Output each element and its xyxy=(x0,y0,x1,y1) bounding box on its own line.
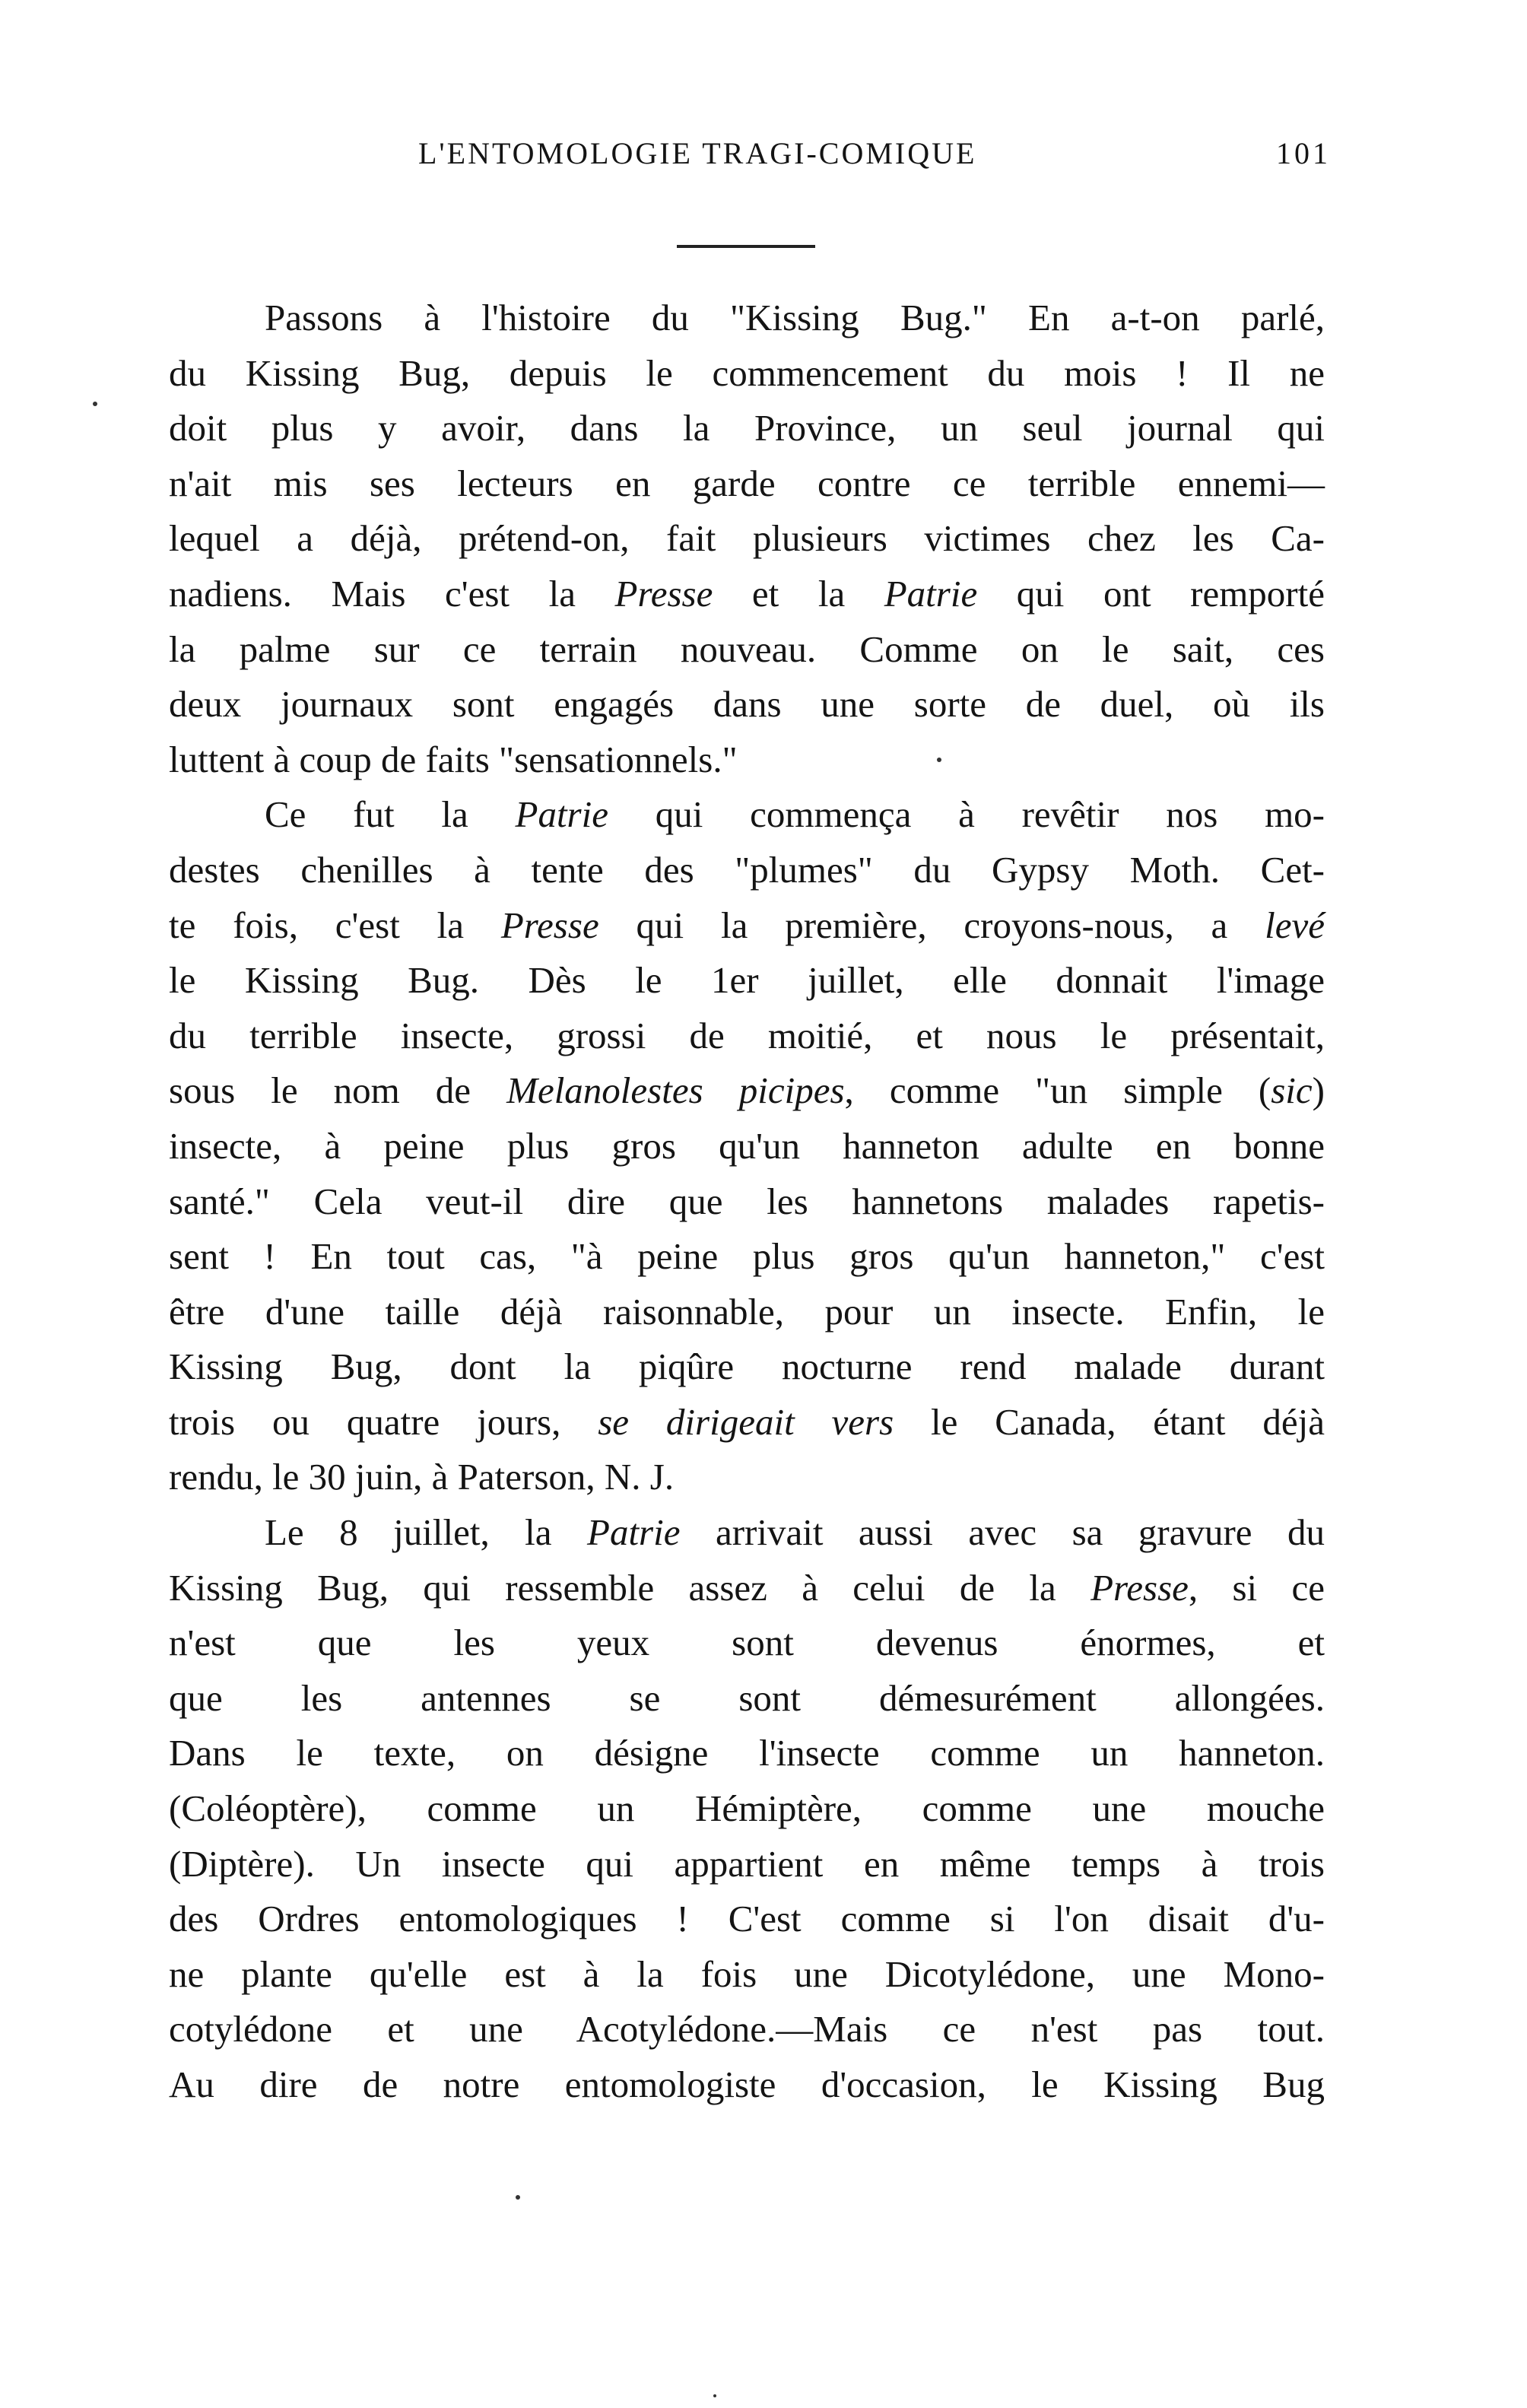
text-run: qui commença à revêtir nos mo- xyxy=(608,793,1325,836)
text-run: du terrible insecte, grossi de moitié, et nous le présentait, xyxy=(169,1014,1325,1056)
text-run: sent ! En tout cas, "à peine plus gros qu'un hanneton," c'est xyxy=(169,1235,1325,1278)
text-line xyxy=(169,1339,1325,1395)
text-line xyxy=(169,843,1325,898)
text-line xyxy=(169,1561,1325,1616)
text-line xyxy=(169,677,1325,732)
text-run: ) xyxy=(1312,1069,1325,1112)
text-run: insecte, à peine plus gros qu'un hanneton adulte en bonne xyxy=(169,1124,1325,1167)
text-line xyxy=(169,2057,1325,2113)
text-run: et la xyxy=(713,572,884,615)
text-line xyxy=(169,1395,1325,1450)
text-run: Au dire de notre entomologiste d'occasion, le Kissing Bug xyxy=(169,2063,1325,2105)
running-title: L'ENTOMOLOGIE TRAGI-COMIQUE xyxy=(418,136,977,170)
text-line xyxy=(169,2002,1325,2057)
text-run: n'ait mis ses lecteurs en garde contre ce terrible ennemi— xyxy=(169,462,1325,504)
print-speck xyxy=(93,402,97,406)
text-run: nadiens. Mais c'est la xyxy=(169,572,615,615)
text-run: le Kissing Bug. Dès le 1er juillet, elle donnait l'image xyxy=(169,959,1325,1002)
text-run: (Coléoptère), comme un Hémiptère, comme une mouche xyxy=(169,1787,1325,1830)
text-line xyxy=(169,1229,1325,1285)
italic-text: Presse xyxy=(1090,1566,1189,1609)
text-run: doit plus y avoir, dans la Province, un seul journal qui xyxy=(169,407,1325,450)
text-run: , si ce xyxy=(1188,1566,1325,1609)
running-head xyxy=(175,135,1331,189)
text-run: deux journaux sont engagés dans une sorte de duel, où ils xyxy=(169,683,1325,726)
text-run: sous le nom de xyxy=(169,1069,507,1112)
text-run: rendu, le 30 juin, à Paterson, N. J. xyxy=(169,1456,675,1498)
text-run: Ce fut la xyxy=(265,793,516,836)
text-run: des Ordres entomologiques ! C'est comme si l'on disait d'u- xyxy=(169,1898,1325,1940)
text-line xyxy=(169,401,1325,456)
text-run: du Kissing Bug, depuis le commencement du mois ! Il ne xyxy=(169,351,1325,394)
text-line xyxy=(169,291,1325,346)
text-run: lequel a déjà, prétend-on, fait plusieurs victimes chez les Ca- xyxy=(169,517,1325,560)
text-line xyxy=(169,1947,1325,2003)
text-run: qui ont remporté xyxy=(977,572,1325,615)
text-run: (Diptère). Un insecte qui appartient en même temps à trois xyxy=(169,1842,1325,1885)
text-run: destes chenilles à tente des "plumes" du Gypsy Moth. Cet- xyxy=(169,848,1325,891)
body-text xyxy=(169,291,1325,2113)
text-line xyxy=(169,346,1325,402)
text-run: qui la première, croyons-nous, a xyxy=(598,904,1265,946)
text-line xyxy=(169,953,1325,1009)
text-line xyxy=(169,898,1325,954)
text-line xyxy=(169,1726,1325,1781)
italic-text: Melanolestes picipes xyxy=(506,1069,845,1112)
text-line xyxy=(169,1505,1325,1561)
text-line xyxy=(169,1063,1325,1119)
italic-text: se dirigeait vers xyxy=(598,1400,894,1443)
text-line xyxy=(169,1285,1325,1340)
text-run: Le 8 juillet, la xyxy=(265,1511,588,1554)
header-rule xyxy=(677,245,815,248)
text-line xyxy=(169,1781,1325,1837)
text-line xyxy=(169,622,1325,678)
text-run: arrivait aussi avec sa gravure du xyxy=(680,1511,1325,1554)
text-line xyxy=(169,1892,1325,1947)
text-line xyxy=(169,1615,1325,1671)
text-run: Dans le texte, on désigne l'insecte comme un hanneton. xyxy=(169,1732,1325,1774)
text-line xyxy=(169,787,1325,843)
text-line xyxy=(169,1119,1325,1174)
text-line xyxy=(169,511,1325,567)
text-line xyxy=(169,1009,1325,1064)
print-speck xyxy=(713,2394,716,2397)
italic-text: Patrie xyxy=(587,1511,681,1554)
italic-text: Presse xyxy=(500,904,599,946)
text-run: être d'une taille déjà raisonnable, pour un insecte. Enfin, le xyxy=(169,1290,1325,1333)
text-line xyxy=(169,1837,1325,1892)
italic-text: levé xyxy=(1265,904,1325,946)
print-speck xyxy=(937,758,941,762)
text-line xyxy=(169,1174,1325,1230)
text-run: n'est que les yeux sont devenus énormes, et xyxy=(169,1622,1325,1664)
page-number: 101 xyxy=(1276,136,1331,170)
text-run: le Canada, étant déjà xyxy=(894,1400,1325,1443)
text-run: ne plante qu'elle est à la fois une Dicotylédone, une Mono- xyxy=(169,1952,1325,1995)
print-speck xyxy=(516,2195,520,2200)
text-run: luttent à coup de faits "sensationnels." xyxy=(169,738,738,780)
text-run: te fois, c'est la xyxy=(169,904,501,946)
text-line xyxy=(169,567,1325,622)
text-run: cotylédone et une Acotylédone.—Mais ce n'est pas tout. xyxy=(169,2008,1325,2051)
text-run: la palme sur ce terrain nouveau. Comme on le sait, ces xyxy=(169,627,1325,670)
text-run: Kissing Bug, dont la piqûre nocturne rend malade durant xyxy=(169,1345,1325,1388)
text-run: trois ou quatre jours, xyxy=(169,1400,598,1443)
text-run: santé." Cela veut-il dire que les hannetons malades rapetis- xyxy=(169,1180,1325,1222)
italic-text: sic xyxy=(1271,1069,1313,1112)
text-line xyxy=(169,1450,1325,1505)
text-line xyxy=(169,456,1325,512)
text-run: que les antennes se sont démesurément allongées. xyxy=(169,1676,1325,1719)
text-run: Passons à l'histoire du "Kissing Bug." En a-t-on parlé, xyxy=(265,297,1325,338)
text-line xyxy=(169,732,1325,788)
text-run: Kissing Bug, qui ressemble assez à celui de la xyxy=(169,1566,1091,1609)
italic-text: Patrie xyxy=(884,572,978,615)
italic-text: Patrie xyxy=(515,793,608,836)
text-line xyxy=(169,1671,1325,1727)
italic-text: Presse xyxy=(614,572,713,615)
text-run: , comme "un simple ( xyxy=(844,1069,1271,1112)
